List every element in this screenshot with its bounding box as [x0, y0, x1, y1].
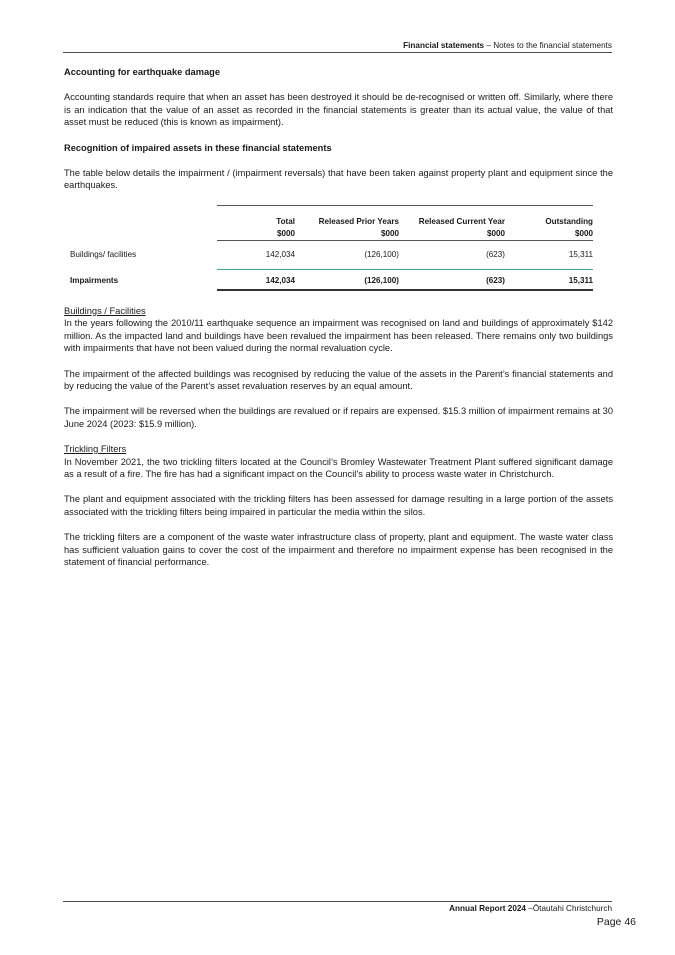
paragraph-trickling-2: The plant and equipment associated with the trickling filters has been assessed for damage resulting in a large portion of the assets associated with the trickling filters being impaired in particular the media within the silos. [64, 494, 613, 518]
table-cell: (623) [399, 240, 505, 269]
total-cell: 15,311 [505, 269, 593, 290]
header-subtitle: – Notes to the financial statements [484, 41, 612, 50]
main-content [64, 66, 613, 582]
column-unit: $000 [295, 228, 399, 241]
buildings-section [64, 305, 613, 355]
paragraph-accounting-standards: Accounting standards require that when an asset has been destroyed it should be de-recognised or written off. Similarly, where there is an indication that the value of an asset as recorded in the financial statements is greater than its actual value, the value of that asset must be reduced (this is known as impairment). [64, 92, 613, 128]
page-footer [63, 901, 612, 913]
row-label: Buildings/ facilities [70, 249, 137, 259]
table-row [64, 240, 593, 269]
table-cell: (126,100) [295, 240, 399, 269]
paragraph-buildings-1: In the years following the 2010/11 earthquake sequence an impairment was recognised on land and buildings of approximately $142 million. As the impacted land and buildings have been revalued the impairment has been released. There remains only two buildings with impairments that have not been valued during the normal revaluation cycle. [64, 318, 613, 354]
table-header-row [64, 216, 593, 228]
paragraph-trickling-3: The trickling filters are a component of the waste water infrastructure class of property, plant and equipment. The waste water class has sufficient valuation gains to cover the cost of the impairment and therefore no impairment expense has been recognised in the statement of financial performance. [64, 532, 613, 568]
heading-trickling-filters: Trickling Filters [64, 444, 127, 455]
paragraph-buildings-2: The impairment of the affected buildings was recognised by reducing the value of the assets in the Parent’s financial statements and by reducing the value of the Parent’s asset revaluation reserves by an equal amount. [64, 368, 613, 392]
footer-location: –Ōtautahi Christchurch [525, 904, 612, 913]
total-cell: (623) [399, 269, 505, 290]
heading-earthquake-damage: Accounting for earthquake damage [64, 67, 221, 77]
heading-recognition-impaired: Recognition of impaired assets in these financial statements [64, 142, 332, 153]
paragraph-trickling-1: In November 2021, the two trickling filters located at the Council’s Bromley Wastewater Treatment Plant suffered significant damage as a result of a fire. The fire has had a significant impact on the Council’s ability to process waste water in Christchurch. [64, 456, 613, 480]
header-section-title: Financial statements [403, 41, 485, 50]
page-number: Page 46 [596, 916, 636, 928]
table-cell: 142,034 [217, 240, 295, 269]
footer-report-title: Annual Report 2024 [449, 904, 526, 913]
paragraph-buildings-3: The impairment will be reversed when the buildings are revalued or if repairs are expensed. $15.3 million of impairment remains at 30 June 2024 (2023: $15.9 million). [64, 406, 613, 429]
table-cell: 15,311 [505, 240, 593, 269]
total-label: Impairments [70, 275, 119, 285]
column-header: Outstanding [545, 216, 593, 226]
total-cell: 142,034 [217, 269, 295, 290]
column-unit: $000 [505, 228, 593, 241]
heading-buildings-facilities: Buildings / Facilities [64, 305, 146, 316]
column-header: Released Current Year [418, 216, 505, 226]
column-unit: $000 [217, 228, 295, 241]
column-unit: $000 [399, 228, 505, 241]
table-total-row [64, 269, 593, 290]
page-header [63, 41, 612, 53]
column-header: Released Prior Years [318, 216, 399, 226]
total-cell: (126,100) [295, 269, 399, 290]
impairment-table [64, 205, 593, 291]
trickling-section [64, 443, 613, 481]
paragraph-table-intro: The table below details the impairment / (impairment reversals) that have been taken against property plant and equipment since the earthquakes. [64, 167, 613, 191]
table-units-row [64, 228, 593, 241]
column-header: Total [276, 216, 295, 226]
